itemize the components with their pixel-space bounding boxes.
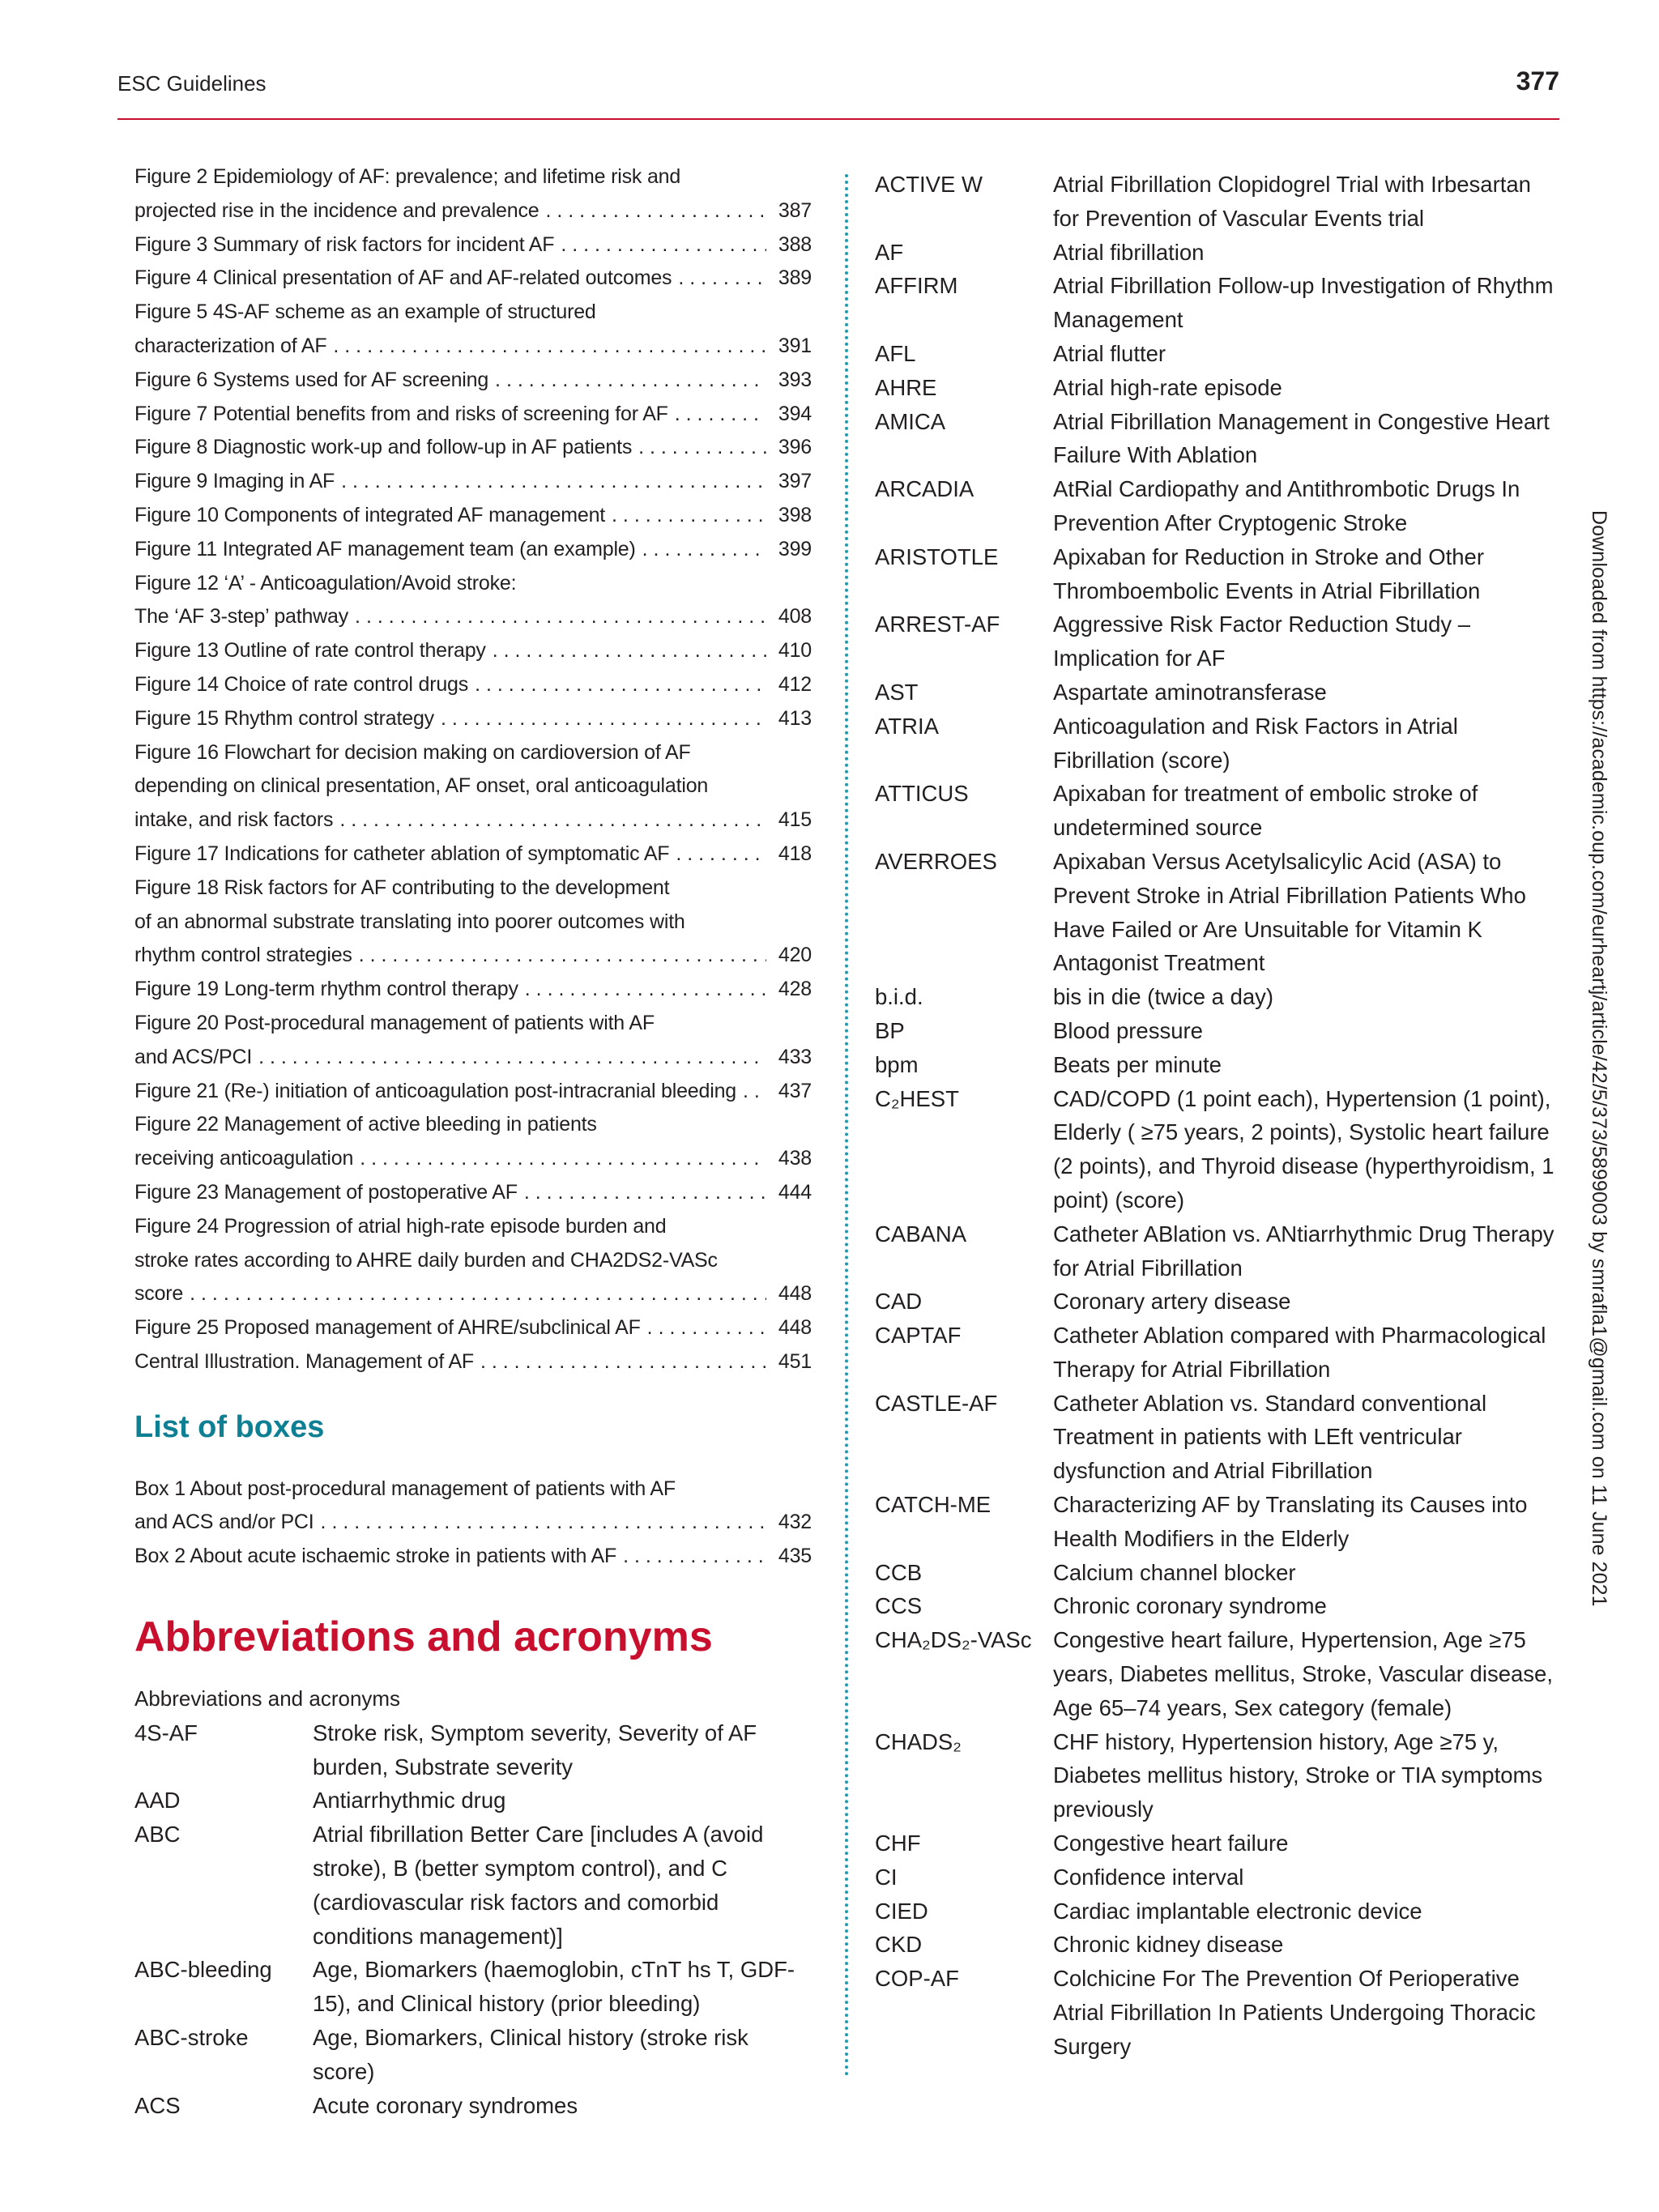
box-entry-text: Box 1 About post-procedural management of patients with AF	[134, 1477, 676, 1500]
box-entry[interactable]	[134, 1473, 812, 1541]
abbreviation-row	[875, 1488, 1557, 1556]
figure-page-number: 410	[778, 639, 812, 663]
abbreviation-term: ARISTOTLE	[875, 543, 999, 569]
figure-page-number: 393	[778, 368, 812, 391]
abbreviation-term: CCB	[875, 1559, 923, 1585]
leader-dots	[743, 1075, 766, 1109]
abbreviation-row	[134, 1716, 812, 1784]
leader-dots	[638, 431, 766, 465]
figure-list	[134, 160, 812, 1379]
figure-page-number: 418	[778, 842, 812, 865]
abbreviation-row	[875, 371, 1557, 405]
abbreviation-row	[875, 1725, 1557, 1826]
figure-entry[interactable]	[134, 1007, 812, 1075]
abbreviation-term: ARCADIA	[875, 476, 975, 502]
figure-entry-text: characterization of AF	[134, 334, 327, 357]
abbreviation-row	[875, 1623, 1557, 1724]
leader-dots	[355, 600, 766, 634]
figure-entry-text: Figure 4 Clinical presentation of AF and AF-related outcomes	[134, 266, 672, 290]
abbreviation-term: 4S-AF	[134, 1720, 198, 1745]
figure-entry-text: Figure 6 Systems used for AF screening	[134, 368, 489, 391]
figure-entry[interactable]	[134, 398, 812, 432]
figure-entry-text: stroke rates according to AHRE daily burden and CHA2DS2-VASc	[134, 1248, 718, 1272]
abbreviation-definition: Anticoagulation and Risk Factors in Atrial Fibrillation (score)	[1053, 713, 1458, 773]
abbreviation-term: CABANA	[875, 1221, 967, 1247]
figure-entry-text: Figure 19 Long-term rhythm control therapy	[134, 978, 518, 1001]
box-entry-text: Box 2 About acute ischaemic stroke in patients with AF	[134, 1545, 617, 1568]
abbreviation-row	[875, 1082, 1557, 1217]
abbreviation-definition: CAD/COPD (1 point each), Hypertension (1 point), Elderly ( ≥75 years, 2 points), Systolic heart failure (2 points), and Thyroid disease (hyperthyroidism, 1 point) (score)	[1053, 1085, 1555, 1213]
abbreviation-definition: Catheter ABlation vs. ANtiarrhythmic Drug Therapy for Atrial Fibrillation	[1053, 1221, 1555, 1281]
right-column	[875, 168, 1557, 2064]
abbreviation-row	[875, 1319, 1557, 1387]
figure-entry[interactable]	[134, 973, 812, 1007]
abbreviation-row	[875, 676, 1557, 710]
abbreviation-term: ACS	[134, 2092, 181, 2118]
figure-entry[interactable]	[134, 1176, 812, 1210]
abbreviation-row	[875, 337, 1557, 371]
figure-entry-text: projected rise in the incidence and prevalence	[134, 198, 539, 222]
abbreviation-definition: Coronary artery disease	[1053, 1289, 1291, 1315]
abbreviation-row	[875, 1048, 1557, 1082]
abbreviation-definition: Colchicine For The Prevention Of Perioperative Atrial Fibrillation In Patients Undergoing Thoracic Surgery	[1053, 1966, 1536, 2059]
abbreviation-term: CHF	[875, 1831, 921, 1856]
abbreviation-definition: Atrial flutter	[1053, 340, 1166, 366]
abbreviation-row	[875, 1962, 1557, 2063]
abbreviation-definition: Aspartate aminotransferase	[1053, 679, 1327, 705]
abbreviation-term: AFFIRM	[875, 273, 958, 299]
abbreviation-term: CKD	[875, 1932, 923, 1958]
abbreviation-row	[875, 540, 1557, 608]
figure-entry-text: Figure 24 Progression of atrial high-rate episode burden and	[134, 1214, 667, 1238]
abbreviation-definition: AtRial Cardiopathy and Antithrombotic Drugs In Prevention After Cryptogenic Stroke	[1053, 476, 1520, 535]
abbreviation-term: b.i.d.	[875, 984, 923, 1010]
figure-page-number: 408	[778, 605, 812, 629]
abbreviation-term: CAPTAF	[875, 1323, 962, 1349]
figure-entry[interactable]	[134, 567, 812, 635]
figure-page-number: 444	[778, 1180, 812, 1204]
abbreviation-definition: Congestive heart failure, Hypertension, Age ≥75 years, Diabetes mellitus, Stroke, Vascular disease, Age 65–74 years, Sex category (female)	[1053, 1627, 1553, 1720]
column-divider	[845, 174, 848, 2078]
figure-entry[interactable]	[134, 668, 812, 702]
abbreviation-list-right	[875, 168, 1557, 2064]
figure-page-number: 388	[778, 232, 812, 256]
abbreviation-term: AST	[875, 679, 919, 705]
abbreviation-row	[875, 710, 1557, 778]
abbreviation-term: C₂HEST	[875, 1085, 959, 1111]
abbreviation-term: ARREST-AF	[875, 612, 1000, 637]
box-entry[interactable]	[134, 1540, 812, 1574]
abbreviation-term: CHA₂DS₂-VASc	[875, 1627, 1032, 1653]
leader-dots	[524, 1176, 766, 1210]
leader-dots	[642, 533, 766, 567]
figure-entry-text: Figure 25 Proposed management of AHRE/subclinical AF	[134, 1316, 641, 1340]
abbreviation-term: ABC-bleeding	[134, 1957, 272, 1983]
leader-dots	[441, 702, 766, 736]
leader-dots	[341, 465, 766, 499]
figure-entry-text: score	[134, 1282, 184, 1306]
figure-page-number: 451	[778, 1349, 812, 1373]
abbreviation-definition: Characterizing AF by Translating its Causes into Health Modifiers in the Elderly	[1053, 1492, 1528, 1551]
abbreviation-row	[875, 1826, 1557, 1860]
abbreviation-definition: bis in die (twice a day)	[1053, 984, 1274, 1010]
header-rule	[117, 118, 1559, 120]
figure-entry[interactable]	[134, 160, 812, 228]
figure-page-number: 448	[778, 1316, 812, 1340]
figure-entry[interactable]	[134, 296, 812, 364]
figure-entry-text: Figure 9 Imaging in AF	[134, 470, 335, 493]
box-entry-text: and ACS and/or PCI	[134, 1511, 314, 1534]
figure-page-number: 398	[778, 503, 812, 526]
figure-page-number: 415	[778, 808, 812, 832]
leader-dots	[333, 330, 766, 364]
figure-entry[interactable]	[134, 1210, 812, 1311]
leader-dots	[359, 939, 766, 973]
leader-dots	[190, 1277, 766, 1311]
abbreviation-row	[134, 2021, 812, 2089]
abbreviation-definition: Atrial Fibrillation Clopidogrel Trial with Irbesartan for Prevention of Vascular Events trial	[1053, 172, 1531, 231]
leader-dots	[321, 1506, 766, 1540]
figure-entry[interactable]	[134, 1311, 812, 1345]
figure-page-number: 394	[778, 402, 812, 425]
leader-dots	[612, 499, 766, 533]
abbreviation-definition: Atrial high-rate episode	[1053, 374, 1282, 400]
box-page-number: 432	[778, 1511, 812, 1534]
figure-entry[interactable]	[134, 634, 812, 668]
abbreviation-definition: Calcium channel blocker	[1053, 1559, 1296, 1585]
figure-entry[interactable]	[134, 262, 812, 296]
abbreviation-row	[875, 472, 1557, 540]
figure-entry-text: Figure 12 ‘A’ - Anticoagulation/Avoid stroke:	[134, 571, 517, 595]
figure-entry-text: Figure 15 Rhythm control strategy	[134, 706, 434, 730]
figure-page-number: 420	[778, 944, 812, 967]
abbreviation-definition: Catheter Ablation vs. Standard conventional Treatment in patients with LEft ventricular dysfunction and Atrial Fibrillation	[1053, 1390, 1487, 1484]
leader-dots	[545, 194, 766, 228]
abbreviation-term: BP	[875, 1017, 905, 1043]
abbreviation-term: ACTIVE W	[875, 172, 983, 197]
figure-entry-text: rhythm control strategies	[134, 944, 352, 967]
figure-entry[interactable]	[134, 1108, 812, 1176]
figure-entry-text: Figure 22 Management of active bleeding in patients	[134, 1113, 597, 1136]
figure-entry[interactable]	[134, 736, 812, 837]
figure-entry-text: Figure 14 Choice of rate control drugs	[134, 672, 469, 696]
figure-entry-text: of an abnormal substrate translating into poorer outcomes with	[134, 910, 685, 933]
abbreviation-term: ATTICUS	[875, 781, 969, 807]
abbreviation-definition: Acute coronary syndromes	[313, 2092, 578, 2118]
figure-page-number: 397	[778, 470, 812, 493]
abbreviation-term: CATCH-ME	[875, 1492, 992, 1518]
abbreviation-row	[875, 980, 1557, 1014]
abbreviation-definition: Congestive heart failure	[1053, 1831, 1289, 1856]
abbreviation-definition: Apixaban Versus Acetylsalicylic Acid (ASA) to Prevent Stroke in Atrial Fibrillation Patients Who Have Failed or Are Unsuitable for Vitamin K Antagonist Treatment	[1053, 848, 1526, 976]
figure-page-number: 433	[778, 1045, 812, 1068]
abbreviation-row	[875, 1556, 1557, 1590]
figure-page-number: 412	[778, 672, 812, 696]
leader-dots	[360, 1142, 766, 1176]
leader-dots	[475, 668, 766, 702]
abbreviation-row	[875, 269, 1557, 337]
abbreviation-term: CAD	[875, 1289, 923, 1315]
abbreviation-term: ATRIA	[875, 713, 939, 739]
abbreviation-definition: Catheter Ablation compared with Pharmacological Therapy for Atrial Fibrillation	[1053, 1323, 1546, 1382]
figure-page-number: 387	[778, 198, 812, 222]
page-number: 377	[1516, 66, 1559, 96]
abbreviation-definition: Chronic coronary syndrome	[1053, 1593, 1327, 1619]
abbreviation-row	[875, 845, 1557, 980]
figure-page-number: 396	[778, 436, 812, 459]
figure-page-number: 413	[778, 706, 812, 730]
figure-entry-text: Figure 3 Summary of risk factors for incident AF	[134, 232, 555, 256]
leader-dots	[525, 973, 766, 1007]
figure-entry[interactable]	[134, 837, 812, 872]
abbreviation-definition: Apixaban for treatment of embolic stroke of undetermined source	[1053, 781, 1478, 841]
leader-dots	[561, 228, 766, 262]
figure-entry-text: Figure 21 (Re-) initiation of anticoagulation post-intracranial bleeding	[134, 1079, 736, 1102]
figure-page-number: 391	[778, 334, 812, 357]
abbreviation-row	[875, 168, 1557, 236]
abbreviations-heading: Abbreviations and acronyms	[134, 1613, 713, 1661]
leader-dots	[623, 1540, 766, 1574]
abbreviation-definition: Atrial Fibrillation Follow-up Investigation of Rhythm Management	[1053, 273, 1554, 333]
figure-entry[interactable]	[134, 702, 812, 736]
abbreviation-row	[875, 1387, 1557, 1488]
leader-dots	[339, 803, 766, 837]
figure-entry-text: Figure 11 Integrated AF management team (an example)	[134, 537, 636, 560]
abbreviation-row	[875, 777, 1557, 845]
abbreviation-row	[134, 1953, 812, 2021]
figure-entry-text: Central Illustration. Management of AF	[134, 1349, 474, 1373]
abbreviation-definition: Aggressive Risk Factor Reduction Study – Implication for AF	[1053, 612, 1471, 671]
figure-entry[interactable]	[134, 499, 812, 533]
abbreviation-row	[875, 1217, 1557, 1285]
figure-entry[interactable]	[134, 465, 812, 499]
figure-page-number: 399	[778, 537, 812, 560]
leader-dots	[495, 364, 766, 398]
figure-entry-text: The ‘AF 3-step’ pathway	[134, 605, 349, 629]
figure-entry[interactable]	[134, 872, 812, 973]
figure-entry-text: Figure 13 Outline of rate control therapy	[134, 639, 486, 663]
figure-entry[interactable]	[134, 1075, 812, 1109]
figure-page-number: 438	[778, 1147, 812, 1170]
abbreviation-row	[875, 405, 1557, 473]
abbreviation-definition: Confidence interval	[1053, 1864, 1244, 1890]
leader-dots	[480, 1345, 766, 1379]
figure-entry-text: Figure 10 Components of integrated AF management	[134, 503, 606, 526]
figure-entry-text: intake, and risk factors	[134, 808, 334, 832]
abbreviation-term: AF	[875, 239, 904, 265]
abbreviation-definition: Atrial Fibrillation Management in Congestive Heart Failure With Ablation	[1053, 408, 1550, 468]
abbreviation-row	[134, 1818, 812, 1953]
figure-entry-text: Figure 16 Flowchart for decision making on cardioversion of AF	[134, 740, 691, 764]
abbreviation-definition: Stroke risk, Symptom severity, Severity of AF burden, Substrate severity	[313, 1720, 757, 1779]
abbreviation-definition: CHF history, Hypertension history, Age ≥75 y, Diabetes mellitus history, Stroke or TIA symptoms previously	[1053, 1728, 1543, 1822]
running-header: ESC Guidelines	[117, 71, 267, 96]
abbreviation-term: CI	[875, 1864, 898, 1890]
abbreviation-definition: Beats per minute	[1053, 1051, 1222, 1077]
abbreviation-definition: Atrial fibrillation	[1053, 239, 1205, 265]
abbreviation-term: ABC-stroke	[134, 2025, 249, 2051]
figure-entry-text: depending on clinical presentation, AF onset, oral anticoagulation	[134, 774, 709, 798]
abbreviation-definition: Cardiac implantable electronic device	[1053, 1898, 1422, 1924]
abbreviation-row	[875, 607, 1557, 676]
abbreviation-definition: Apixaban for Reduction in Stroke and Other Thromboembolic Events in Atrial Fibrillation	[1053, 543, 1484, 603]
figure-entry-text: Figure 18 Risk factors for AF contributing to the development	[134, 876, 670, 899]
abbreviation-row	[134, 1784, 812, 1818]
abbreviation-term: COP-AF	[875, 1966, 959, 1992]
abbreviation-term: AVERROES	[875, 848, 997, 874]
figure-entry-text: Figure 17 Indications for catheter ablation of symptomatic AF	[134, 842, 670, 865]
box-page-number: 435	[778, 1545, 812, 1568]
figure-entry[interactable]	[134, 228, 812, 262]
figure-entry[interactable]	[134, 533, 812, 567]
box-list	[134, 1473, 812, 1574]
abbreviation-term: CIED	[875, 1898, 928, 1924]
abbreviation-term: AHRE	[875, 374, 937, 400]
figure-entry[interactable]	[134, 431, 812, 465]
abbreviation-list-left	[134, 1716, 812, 2123]
abbreviation-definition: Atrial fibrillation Better Care [includes A (avoid stroke), B (better symptom control), and C (cardiovascular risk factors and comorbid conditions management)]	[313, 1822, 764, 1949]
abbreviation-row	[875, 1285, 1557, 1319]
abbreviation-definition: Blood pressure	[1053, 1017, 1203, 1043]
figure-page-number: 437	[778, 1079, 812, 1102]
abbreviation-row	[875, 1894, 1557, 1929]
abbreviation-row	[875, 1928, 1557, 1962]
abbreviation-term: AFL	[875, 340, 916, 366]
figure-entry[interactable]	[134, 1345, 812, 1379]
leader-dots	[676, 837, 766, 872]
figure-page-number: 428	[778, 978, 812, 1001]
left-column	[134, 160, 812, 2122]
abbreviation-row	[134, 2089, 812, 2123]
leader-dots	[258, 1041, 766, 1075]
figure-entry-text: receiving anticoagulation	[134, 1147, 354, 1170]
figure-entry-text: Figure 20 Post-procedural management of patients with AF	[134, 1011, 655, 1034]
abbreviations-subheading: Abbreviations and acronyms	[134, 1686, 401, 1711]
figure-page-number: 448	[778, 1282, 812, 1306]
figure-page-number: 389	[778, 266, 812, 290]
abbreviation-term: AMICA	[875, 408, 946, 434]
abbreviation-term: CASTLE-AF	[875, 1390, 998, 1416]
abbreviation-definition: Chronic kidney disease	[1053, 1932, 1284, 1958]
figure-entry-text: and ACS/PCI	[134, 1045, 253, 1068]
abbreviation-term: AAD	[134, 1788, 181, 1813]
abbreviation-term: bpm	[875, 1051, 919, 1077]
abbreviation-row	[875, 1860, 1557, 1894]
download-watermark: Downloaded from https://academic.oup.com/eurheartj/article/42/5/373/5899003 by smrafla1@gmail.com on 11 June 2021	[1588, 510, 1610, 1607]
figure-entry-text: Figure 7 Potential benefits from and risks of screening for AF	[134, 402, 668, 425]
figure-entry-text: Figure 2 Epidemiology of AF: prevalence; and lifetime risk and	[134, 165, 681, 188]
abbreviation-term: CHADS₂	[875, 1728, 962, 1754]
figure-entry-text: Figure 8 Diagnostic work-up and follow-up in AF patients	[134, 436, 633, 459]
abbreviation-row	[875, 236, 1557, 270]
abbreviation-term: CCS	[875, 1593, 923, 1619]
abbreviation-definition: Age, Biomarkers (haemoglobin, cTnT hs T, GDF-15), and Clinical history (prior bleeding)	[313, 1957, 795, 2017]
leader-dots	[675, 398, 766, 432]
figure-entry-text: Figure 5 4S-AF scheme as an example of structured	[134, 300, 596, 324]
abbreviation-definition: Age, Biomarkers, Clinical history (stroke risk score)	[313, 2025, 748, 2084]
abbreviation-term: ABC	[134, 1822, 181, 1848]
leader-dots	[647, 1311, 766, 1345]
abbreviation-definition: Antiarrhythmic drug	[313, 1788, 506, 1813]
leader-dots	[678, 262, 766, 296]
abbreviation-row	[875, 1589, 1557, 1623]
boxes-heading: List of boxes	[134, 1409, 325, 1444]
abbreviation-row	[875, 1014, 1557, 1048]
leader-dots	[493, 634, 766, 668]
figure-entry-text: Figure 23 Management of postoperative AF	[134, 1180, 518, 1204]
figure-entry[interactable]	[134, 364, 812, 398]
